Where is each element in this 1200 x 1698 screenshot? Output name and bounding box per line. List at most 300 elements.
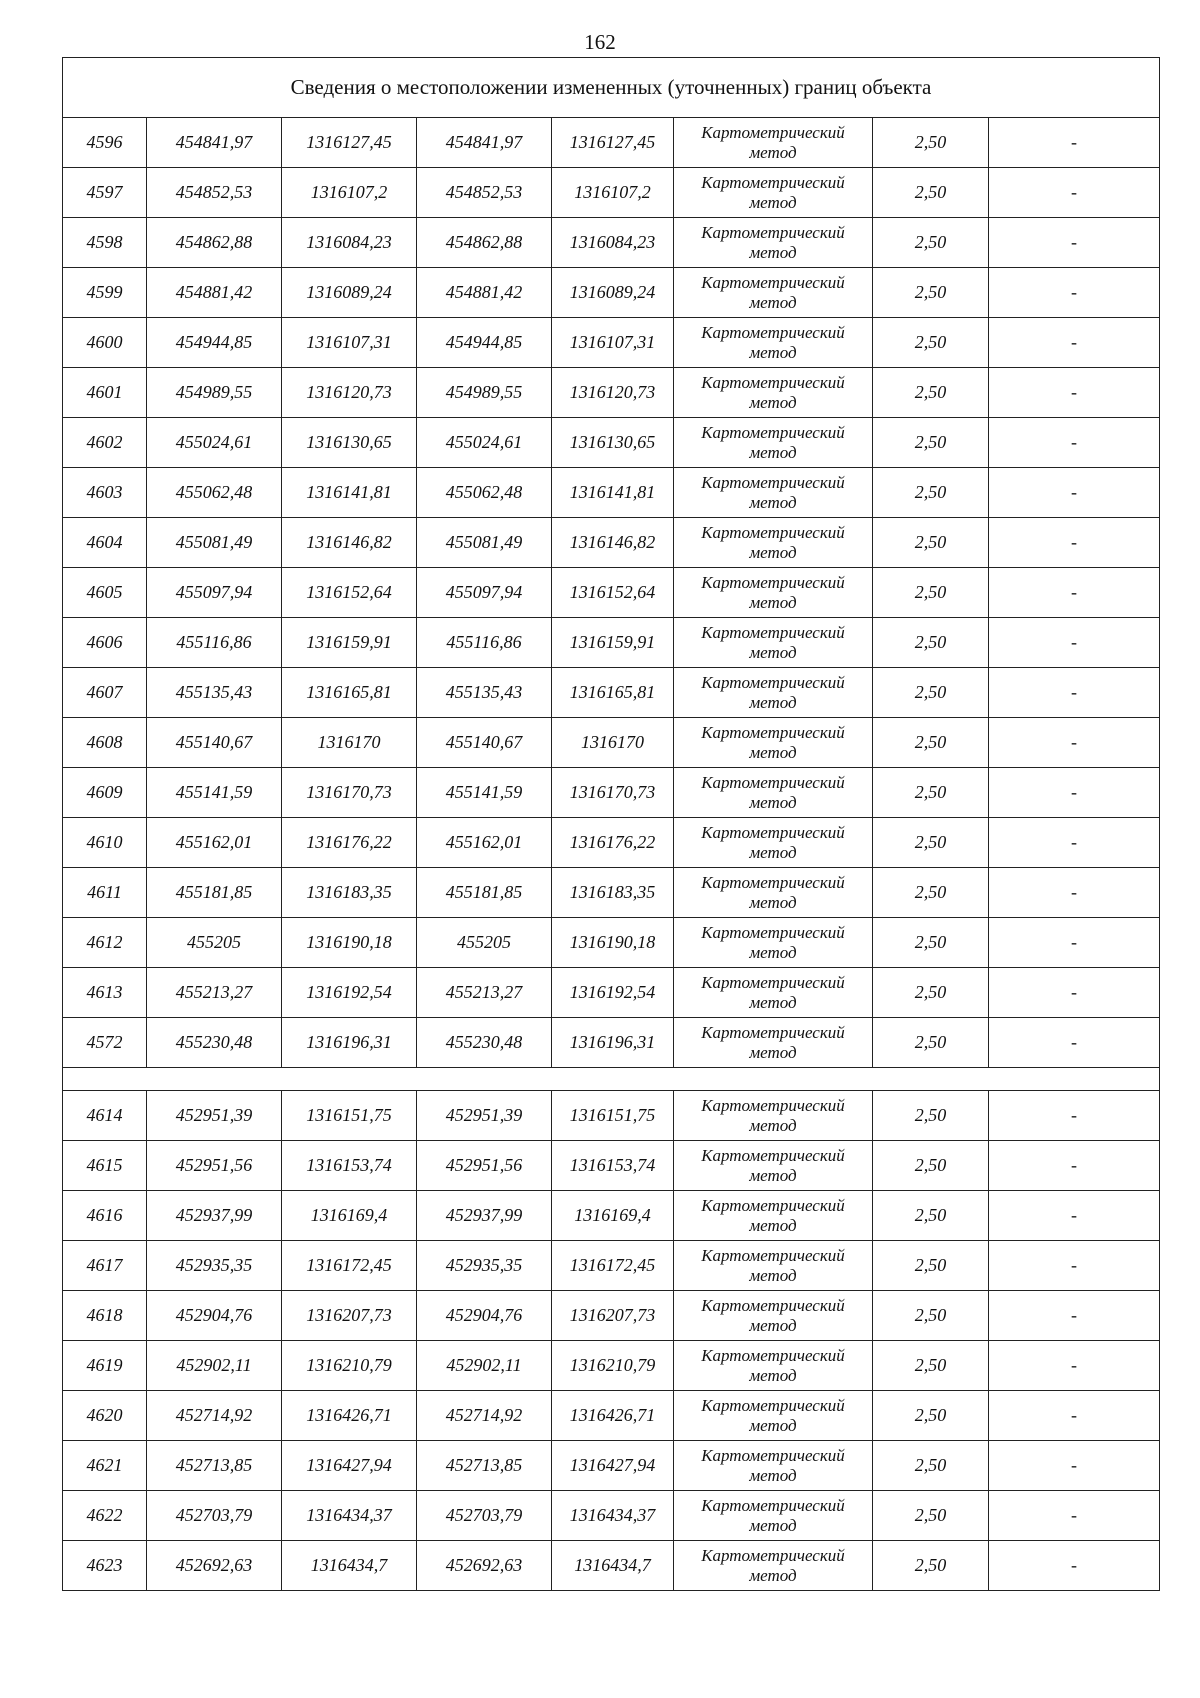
method-cell bbox=[674, 1541, 873, 1591]
accuracy-cell: 2,50 bbox=[873, 968, 989, 1018]
description-cell: - bbox=[989, 868, 1160, 918]
description-cell: - bbox=[989, 818, 1160, 868]
method-line-1: Картометрический bbox=[701, 722, 845, 742]
table-row bbox=[63, 868, 1160, 918]
accuracy-cell: 2,50 bbox=[873, 1091, 989, 1141]
method-line-2: метод bbox=[749, 142, 797, 162]
y-new-cell: 1316159,91 bbox=[552, 618, 674, 668]
x-new-cell: 454989,55 bbox=[417, 368, 552, 418]
table-row bbox=[63, 368, 1160, 418]
y-new-cell: 1316130,65 bbox=[552, 418, 674, 468]
description-cell: - bbox=[989, 268, 1160, 318]
table-row bbox=[63, 668, 1160, 718]
accuracy-cell: 2,50 bbox=[873, 318, 989, 368]
y-existing-cell: 1316170 bbox=[282, 718, 417, 768]
method-line-2: метод bbox=[749, 492, 797, 512]
method-cell bbox=[674, 1141, 873, 1191]
method-cell bbox=[674, 318, 873, 368]
description-cell: - bbox=[989, 218, 1160, 268]
y-existing-cell: 1316172,45 bbox=[282, 1241, 417, 1291]
table-row bbox=[63, 718, 1160, 768]
description-cell: - bbox=[989, 318, 1160, 368]
description-cell: - bbox=[989, 968, 1160, 1018]
y-new-cell: 1316172,45 bbox=[552, 1241, 674, 1291]
method-cell bbox=[674, 1091, 873, 1141]
y-new-cell: 1316153,74 bbox=[552, 1141, 674, 1191]
method-cell bbox=[674, 368, 873, 418]
description-cell: - bbox=[989, 118, 1160, 168]
method-line-1: Картометрический bbox=[701, 822, 845, 842]
point-number-cell: 4621 bbox=[63, 1441, 147, 1491]
table-row bbox=[63, 518, 1160, 568]
accuracy-cell: 2,50 bbox=[873, 568, 989, 618]
method-line-1: Картометрический bbox=[701, 1195, 845, 1215]
table-row bbox=[63, 1291, 1160, 1341]
accuracy-cell: 2,50 bbox=[873, 1341, 989, 1391]
y-existing-cell: 1316107,2 bbox=[282, 168, 417, 218]
method-line-1: Картометрический bbox=[701, 1545, 845, 1565]
description-cell: - bbox=[989, 1018, 1160, 1068]
x-new-cell: 452713,85 bbox=[417, 1441, 552, 1491]
x-existing-cell: 455081,49 bbox=[147, 518, 282, 568]
point-number-cell: 4604 bbox=[63, 518, 147, 568]
x-existing-cell: 452902,11 bbox=[147, 1341, 282, 1391]
method-line-1: Картометрический bbox=[701, 1095, 845, 1115]
x-existing-cell: 452713,85 bbox=[147, 1441, 282, 1491]
y-existing-cell: 1316426,71 bbox=[282, 1391, 417, 1441]
point-number-cell: 4600 bbox=[63, 318, 147, 368]
method-line-2: метод bbox=[749, 642, 797, 662]
accuracy-cell: 2,50 bbox=[873, 1018, 989, 1068]
method-line-1: Картометрический bbox=[701, 772, 845, 792]
method-line-2: метод bbox=[749, 1515, 797, 1535]
y-new-cell: 1316434,37 bbox=[552, 1491, 674, 1541]
method-line-1: Картометрический bbox=[701, 972, 845, 992]
x-new-cell: 452902,11 bbox=[417, 1341, 552, 1391]
y-existing-cell: 1316165,81 bbox=[282, 668, 417, 718]
point-number-cell: 4607 bbox=[63, 668, 147, 718]
y-new-cell: 1316190,18 bbox=[552, 918, 674, 968]
x-existing-cell: 455205 bbox=[147, 918, 282, 968]
description-cell: - bbox=[989, 1541, 1160, 1591]
description-cell: - bbox=[989, 1491, 1160, 1541]
group-separator-cell bbox=[63, 1068, 1160, 1091]
x-existing-cell: 452692,63 bbox=[147, 1541, 282, 1591]
x-new-cell: 454944,85 bbox=[417, 318, 552, 368]
description-cell: - bbox=[989, 618, 1160, 668]
description-cell: - bbox=[989, 718, 1160, 768]
description-cell: - bbox=[989, 1441, 1160, 1491]
y-existing-cell: 1316141,81 bbox=[282, 468, 417, 518]
x-new-cell: 455162,01 bbox=[417, 818, 552, 868]
method-line-1: Картометрический bbox=[701, 272, 845, 292]
table-row bbox=[63, 768, 1160, 818]
x-existing-cell: 454852,53 bbox=[147, 168, 282, 218]
table-row bbox=[63, 1141, 1160, 1191]
method-line-1: Картометрический bbox=[701, 1495, 845, 1515]
method-line-1: Картометрический bbox=[701, 872, 845, 892]
method-cell bbox=[674, 718, 873, 768]
y-existing-cell: 1316089,24 bbox=[282, 268, 417, 318]
method-line-1: Картометрический bbox=[701, 1022, 845, 1042]
table-row bbox=[63, 468, 1160, 518]
y-new-cell: 1316107,2 bbox=[552, 168, 674, 218]
y-existing-cell: 1316151,75 bbox=[282, 1091, 417, 1141]
method-cell bbox=[674, 468, 873, 518]
method-line-1: Картометрический bbox=[701, 172, 845, 192]
y-new-cell: 1316084,23 bbox=[552, 218, 674, 268]
y-new-cell: 1316192,54 bbox=[552, 968, 674, 1018]
method-line-1: Картометрический bbox=[701, 222, 845, 242]
point-number-cell: 4603 bbox=[63, 468, 147, 518]
method-line-2: метод bbox=[749, 1315, 797, 1335]
y-existing-cell: 1316196,31 bbox=[282, 1018, 417, 1068]
point-number-cell: 4618 bbox=[63, 1291, 147, 1341]
method-cell bbox=[674, 1018, 873, 1068]
x-new-cell: 455097,94 bbox=[417, 568, 552, 618]
method-line-2: метод bbox=[749, 392, 797, 412]
y-existing-cell: 1316207,73 bbox=[282, 1291, 417, 1341]
description-cell: - bbox=[989, 1291, 1160, 1341]
x-existing-cell: 452935,35 bbox=[147, 1241, 282, 1291]
y-new-cell: 1316120,73 bbox=[552, 368, 674, 418]
x-existing-cell: 452951,39 bbox=[147, 1091, 282, 1141]
x-new-cell: 454881,42 bbox=[417, 268, 552, 318]
description-cell: - bbox=[989, 168, 1160, 218]
method-line-1: Картометрический bbox=[701, 472, 845, 492]
accuracy-cell: 2,50 bbox=[873, 1241, 989, 1291]
accuracy-cell: 2,50 bbox=[873, 1491, 989, 1541]
method-line-1: Картометрический bbox=[701, 622, 845, 642]
x-existing-cell: 452714,92 bbox=[147, 1391, 282, 1441]
accuracy-cell: 2,50 bbox=[873, 1291, 989, 1341]
y-existing-cell: 1316170,73 bbox=[282, 768, 417, 818]
description-cell: - bbox=[989, 1241, 1160, 1291]
method-cell bbox=[674, 1491, 873, 1541]
table-row bbox=[63, 1091, 1160, 1141]
method-line-1: Картометрический bbox=[701, 572, 845, 592]
point-number-cell: 4617 bbox=[63, 1241, 147, 1291]
accuracy-cell: 2,50 bbox=[873, 868, 989, 918]
method-cell bbox=[674, 418, 873, 468]
x-existing-cell: 455135,43 bbox=[147, 668, 282, 718]
accuracy-cell: 2,50 bbox=[873, 168, 989, 218]
method-line-2: метод bbox=[749, 1042, 797, 1062]
y-existing-cell: 1316130,65 bbox=[282, 418, 417, 468]
method-cell bbox=[674, 818, 873, 868]
method-line-1: Картометрический bbox=[701, 922, 845, 942]
y-new-cell: 1316107,31 bbox=[552, 318, 674, 368]
y-new-cell: 1316151,75 bbox=[552, 1091, 674, 1141]
y-existing-cell: 1316084,23 bbox=[282, 218, 417, 268]
method-line-1: Картометрический bbox=[701, 322, 845, 342]
method-cell bbox=[674, 168, 873, 218]
description-cell: - bbox=[989, 1191, 1160, 1241]
method-cell bbox=[674, 668, 873, 718]
y-new-cell: 1316183,35 bbox=[552, 868, 674, 918]
y-new-cell: 1316426,71 bbox=[552, 1391, 674, 1441]
point-number-cell: 4572 bbox=[63, 1018, 147, 1068]
method-line-2: метод bbox=[749, 292, 797, 312]
y-new-cell: 1316146,82 bbox=[552, 518, 674, 568]
y-existing-cell: 1316176,22 bbox=[282, 818, 417, 868]
accuracy-cell: 2,50 bbox=[873, 518, 989, 568]
description-cell: - bbox=[989, 568, 1160, 618]
x-new-cell: 455230,48 bbox=[417, 1018, 552, 1068]
method-line-2: метод bbox=[749, 342, 797, 362]
x-new-cell: 455024,61 bbox=[417, 418, 552, 468]
coordinates-table bbox=[62, 57, 1160, 1591]
x-new-cell: 452937,99 bbox=[417, 1191, 552, 1241]
method-line-2: метод bbox=[749, 1415, 797, 1435]
y-new-cell: 1316434,7 bbox=[552, 1541, 674, 1591]
method-line-2: метод bbox=[749, 442, 797, 462]
accuracy-cell: 2,50 bbox=[873, 218, 989, 268]
y-existing-cell: 1316434,37 bbox=[282, 1491, 417, 1541]
method-line-1: Картометрический bbox=[701, 1145, 845, 1165]
method-line-1: Картометрический bbox=[701, 1295, 845, 1315]
description-cell: - bbox=[989, 918, 1160, 968]
method-line-2: метод bbox=[749, 1465, 797, 1485]
method-cell bbox=[674, 1341, 873, 1391]
method-line-2: метод bbox=[749, 592, 797, 612]
table-row bbox=[63, 618, 1160, 668]
x-existing-cell: 452904,76 bbox=[147, 1291, 282, 1341]
y-new-cell: 1316152,64 bbox=[552, 568, 674, 618]
method-line-1: Картометрический bbox=[701, 372, 845, 392]
x-existing-cell: 455140,67 bbox=[147, 718, 282, 768]
x-new-cell: 455116,86 bbox=[417, 618, 552, 668]
table-caption-row bbox=[63, 58, 1160, 118]
method-line-1: Картометрический bbox=[701, 1345, 845, 1365]
method-line-2: метод bbox=[749, 792, 797, 812]
method-cell bbox=[674, 968, 873, 1018]
description-cell: - bbox=[989, 1091, 1160, 1141]
point-number-cell: 4602 bbox=[63, 418, 147, 468]
y-existing-cell: 1316169,4 bbox=[282, 1191, 417, 1241]
description-cell: - bbox=[989, 668, 1160, 718]
point-number-cell: 4608 bbox=[63, 718, 147, 768]
x-new-cell: 452714,92 bbox=[417, 1391, 552, 1441]
method-line-2: метод bbox=[749, 1165, 797, 1185]
y-existing-cell: 1316127,45 bbox=[282, 118, 417, 168]
y-new-cell: 1316427,94 bbox=[552, 1441, 674, 1491]
y-new-cell: 1316196,31 bbox=[552, 1018, 674, 1068]
accuracy-cell: 2,50 bbox=[873, 118, 989, 168]
y-existing-cell: 1316183,35 bbox=[282, 868, 417, 918]
method-line-2: метод bbox=[749, 742, 797, 762]
method-line-2: метод bbox=[749, 842, 797, 862]
x-existing-cell: 454989,55 bbox=[147, 368, 282, 418]
point-number-cell: 4606 bbox=[63, 618, 147, 668]
accuracy-cell: 2,50 bbox=[873, 1191, 989, 1241]
y-existing-cell: 1316152,64 bbox=[282, 568, 417, 618]
method-cell bbox=[674, 568, 873, 618]
x-existing-cell: 454841,97 bbox=[147, 118, 282, 168]
method-line-2: метод bbox=[749, 242, 797, 262]
description-cell: - bbox=[989, 768, 1160, 818]
point-number-cell: 4609 bbox=[63, 768, 147, 818]
x-new-cell: 455062,48 bbox=[417, 468, 552, 518]
y-new-cell: 1316170,73 bbox=[552, 768, 674, 818]
method-line-1: Картометрический bbox=[701, 672, 845, 692]
method-line-2: метод bbox=[749, 692, 797, 712]
table-row bbox=[63, 318, 1160, 368]
y-new-cell: 1316207,73 bbox=[552, 1291, 674, 1341]
x-existing-cell: 454944,85 bbox=[147, 318, 282, 368]
table-row bbox=[63, 1018, 1160, 1068]
accuracy-cell: 2,50 bbox=[873, 768, 989, 818]
table-row bbox=[63, 1541, 1160, 1591]
description-cell: - bbox=[989, 1141, 1160, 1191]
x-new-cell: 454841,97 bbox=[417, 118, 552, 168]
table-caption: Сведения о местоположении измененных (уточненных) границ объекта bbox=[63, 58, 1160, 118]
accuracy-cell: 2,50 bbox=[873, 368, 989, 418]
method-line-2: метод bbox=[749, 892, 797, 912]
x-existing-cell: 452937,99 bbox=[147, 1191, 282, 1241]
accuracy-cell: 2,50 bbox=[873, 1391, 989, 1441]
method-line-1: Картометрический bbox=[701, 522, 845, 542]
y-existing-cell: 1316120,73 bbox=[282, 368, 417, 418]
method-cell bbox=[674, 118, 873, 168]
method-line-2: метод bbox=[749, 1115, 797, 1135]
point-number-cell: 4622 bbox=[63, 1491, 147, 1541]
method-line-2: метод bbox=[749, 192, 797, 212]
description-cell: - bbox=[989, 468, 1160, 518]
y-new-cell: 1316141,81 bbox=[552, 468, 674, 518]
method-line-1: Картометрический bbox=[701, 422, 845, 442]
accuracy-cell: 2,50 bbox=[873, 918, 989, 968]
y-new-cell: 1316165,81 bbox=[552, 668, 674, 718]
table-row bbox=[63, 918, 1160, 968]
table-row bbox=[63, 568, 1160, 618]
x-existing-cell: 455230,48 bbox=[147, 1018, 282, 1068]
point-number-cell: 4613 bbox=[63, 968, 147, 1018]
accuracy-cell: 2,50 bbox=[873, 1141, 989, 1191]
y-existing-cell: 1316427,94 bbox=[282, 1441, 417, 1491]
method-cell bbox=[674, 1191, 873, 1241]
point-number-cell: 4612 bbox=[63, 918, 147, 968]
x-new-cell: 452703,79 bbox=[417, 1491, 552, 1541]
method-line-2: метод bbox=[749, 1265, 797, 1285]
x-new-cell: 455140,67 bbox=[417, 718, 552, 768]
method-cell bbox=[674, 1291, 873, 1341]
accuracy-cell: 2,50 bbox=[873, 418, 989, 468]
point-number-cell: 4597 bbox=[63, 168, 147, 218]
method-line-2: метод bbox=[749, 1215, 797, 1235]
y-new-cell: 1316210,79 bbox=[552, 1341, 674, 1391]
table-row bbox=[63, 1491, 1160, 1541]
method-cell bbox=[674, 868, 873, 918]
method-line-2: метод bbox=[749, 1565, 797, 1585]
point-number-cell: 4599 bbox=[63, 268, 147, 318]
x-new-cell: 452951,56 bbox=[417, 1141, 552, 1191]
x-existing-cell: 455097,94 bbox=[147, 568, 282, 618]
y-existing-cell: 1316210,79 bbox=[282, 1341, 417, 1391]
accuracy-cell: 2,50 bbox=[873, 1441, 989, 1491]
y-new-cell: 1316169,4 bbox=[552, 1191, 674, 1241]
x-new-cell: 452904,76 bbox=[417, 1291, 552, 1341]
y-new-cell: 1316170 bbox=[552, 718, 674, 768]
description-cell: - bbox=[989, 418, 1160, 468]
page-number: 162 bbox=[584, 30, 616, 54]
x-new-cell: 455213,27 bbox=[417, 968, 552, 1018]
table-row bbox=[63, 1341, 1160, 1391]
table-row bbox=[63, 168, 1160, 218]
x-existing-cell: 452703,79 bbox=[147, 1491, 282, 1541]
y-existing-cell: 1316434,7 bbox=[282, 1541, 417, 1591]
table-row bbox=[63, 1241, 1160, 1291]
method-cell bbox=[674, 218, 873, 268]
table-row bbox=[63, 118, 1160, 168]
method-cell bbox=[674, 918, 873, 968]
method-line-1: Картометрический bbox=[701, 1445, 845, 1465]
table-row bbox=[63, 418, 1160, 468]
accuracy-cell: 2,50 bbox=[873, 718, 989, 768]
x-existing-cell: 455024,61 bbox=[147, 418, 282, 468]
point-number-cell: 4619 bbox=[63, 1341, 147, 1391]
point-number-cell: 4596 bbox=[63, 118, 147, 168]
x-new-cell: 455141,59 bbox=[417, 768, 552, 818]
y-existing-cell: 1316107,31 bbox=[282, 318, 417, 368]
method-cell bbox=[674, 1391, 873, 1441]
x-new-cell: 455135,43 bbox=[417, 668, 552, 718]
method-cell bbox=[674, 1241, 873, 1291]
point-number-cell: 4615 bbox=[63, 1141, 147, 1191]
table-row bbox=[63, 818, 1160, 868]
x-new-cell: 455081,49 bbox=[417, 518, 552, 568]
x-existing-cell: 455116,86 bbox=[147, 618, 282, 668]
x-new-cell: 455181,85 bbox=[417, 868, 552, 918]
x-existing-cell: 452951,56 bbox=[147, 1141, 282, 1191]
method-cell bbox=[674, 518, 873, 568]
description-cell: - bbox=[989, 518, 1160, 568]
y-existing-cell: 1316153,74 bbox=[282, 1141, 417, 1191]
x-existing-cell: 455062,48 bbox=[147, 468, 282, 518]
accuracy-cell: 2,50 bbox=[873, 818, 989, 868]
point-number-cell: 4611 bbox=[63, 868, 147, 918]
x-existing-cell: 455213,27 bbox=[147, 968, 282, 1018]
method-line-2: метод bbox=[749, 942, 797, 962]
description-cell: - bbox=[989, 368, 1160, 418]
method-line-1: Картометрический bbox=[701, 1245, 845, 1265]
table-row bbox=[63, 218, 1160, 268]
table-row bbox=[63, 268, 1160, 318]
point-number-cell: 4601 bbox=[63, 368, 147, 418]
accuracy-cell: 2,50 bbox=[873, 668, 989, 718]
y-existing-cell: 1316192,54 bbox=[282, 968, 417, 1018]
method-line-1: Картометрический bbox=[701, 122, 845, 142]
table-row bbox=[63, 968, 1160, 1018]
method-cell bbox=[674, 618, 873, 668]
x-existing-cell: 455162,01 bbox=[147, 818, 282, 868]
accuracy-cell: 2,50 bbox=[873, 1541, 989, 1591]
method-line-1: Картометрический bbox=[701, 1395, 845, 1415]
point-number-cell: 4614 bbox=[63, 1091, 147, 1141]
description-cell: - bbox=[989, 1391, 1160, 1441]
point-number-cell: 4620 bbox=[63, 1391, 147, 1441]
accuracy-cell: 2,50 bbox=[873, 268, 989, 318]
description-cell: - bbox=[989, 1341, 1160, 1391]
method-line-2: метод bbox=[749, 992, 797, 1012]
point-number-cell: 4623 bbox=[63, 1541, 147, 1591]
group-separator-row bbox=[63, 1068, 1160, 1091]
table-row bbox=[63, 1191, 1160, 1241]
point-number-cell: 4598 bbox=[63, 218, 147, 268]
x-new-cell: 452951,39 bbox=[417, 1091, 552, 1141]
method-line-2: метод bbox=[749, 1365, 797, 1385]
x-existing-cell: 454881,42 bbox=[147, 268, 282, 318]
